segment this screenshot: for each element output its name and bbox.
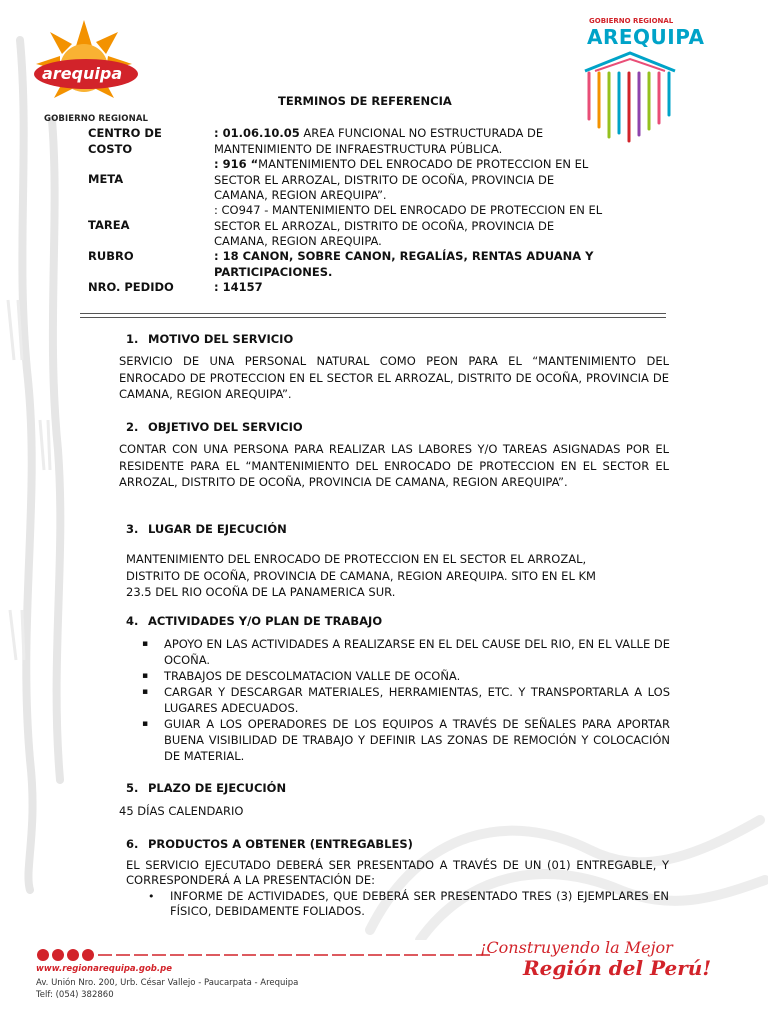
footer-website: www.regionarequipa.gob.pe — [36, 964, 172, 974]
section-2-number: 2. — [126, 420, 139, 434]
section-1-heading — [126, 332, 293, 346]
arequipa-logo — [14, 18, 154, 128]
centro-costo-text-line1: AREA FUNCIONAL NO ESTRUCTURADA DE — [299, 126, 544, 140]
section-4-heading — [126, 614, 382, 628]
list-item-text: CARGAR Y DESCARGAR MATERIALES, HERRAMIENTAS, ETC. Y TRANSPORTARLA A LOS LUGARES ADECUADOS. — [164, 685, 670, 715]
facebook-icon — [37, 949, 49, 961]
centro-costo-code: : 01.06.10.05 — [214, 126, 300, 140]
section-3-body-line2: DISTRITO DE OCOÑA, PROVINCIA DE CAMANA, REGION AREQUIPA. SITO EN EL KM — [126, 568, 596, 583]
list-item — [142, 668, 670, 684]
list-item-text: INFORME DE ACTIVIDADES, QUE DEBERÁ SER PRESENTADO TRES (3) EJEMPLARES EN FÍSICO, DEBIDAMENTE FOLIADOS. — [170, 889, 669, 918]
centro-costo-text-line2: MANTENIMIENTO DE INFRAESTRUCTURA PÚBLICA. — [214, 141, 503, 156]
meta-value — [214, 157, 640, 204]
rubro-text-line1: : 18 CANON, SOBRE CANON, REGALÍAS, RENTAS ADUANA Y — [214, 249, 594, 263]
logo-right-org-big: AREQUIPA — [587, 25, 705, 49]
footer-social-strip — [36, 948, 496, 962]
section-5-title: PLAZO DE EJECUCIÓN — [148, 781, 287, 795]
section-4-title: ACTIVIDADES Y/O PLAN DE TRABAJO — [148, 614, 383, 628]
twitter-icon — [52, 949, 64, 961]
section-3-body — [126, 551, 670, 601]
section-2-heading — [126, 420, 303, 434]
footer-phone: Telf: (054) 382860 — [36, 990, 114, 1000]
section-3-title: LUGAR DE EJECUCIÓN — [148, 522, 287, 536]
section-4-number: 4. — [126, 614, 139, 628]
sun-logo-icon — [14, 18, 154, 114]
list-item-text: APOYO EN LAS ACTIVIDADES A REALIZARSE EN EL DEL CAUSE DEL RIO, EN EL VALLE DE OCOÑA. — [164, 637, 670, 667]
section-6-body: EL SERVICIO EJECUTADO DEBERÁ SER PRESENTADO A TRAVÉS DE UN (01) ENTREGABLE, Y CORRESPONDERÁ A LA PRESENTACIÓN DE: — [126, 858, 669, 887]
document-title: TERMINOS DE REFERENCIA — [278, 94, 452, 108]
tarea-text-line2: SECTOR EL ARROZAL, DISTRITO DE OCOÑA, PROVINCIA DE — [214, 218, 555, 233]
footer-address: Av. Unión Nro. 200, Urb. César Vallejo - Paucarpata - Arequipa — [36, 978, 299, 988]
left-watermark-decoration — [0, 0, 90, 900]
square-bullet-icon: ▪ — [142, 671, 149, 681]
square-bullet-icon: ▪ — [142, 719, 149, 729]
section-6-heading — [126, 837, 413, 851]
list-item-text: GUIAR A LOS OPERADORES DE LOS EQUIPOS A TRAVÉS DE SEÑALES PARA APORTAR BUENA VISIBILIDAD DE TRABAJO Y DEFINIR LAS ZONAS DE REMOCIÓN Y COLOCACIÓN DE MATERIAL. — [164, 717, 670, 763]
rubro-text-line2: PARTICIPACIONES. — [214, 264, 333, 279]
section-3-number: 3. — [126, 522, 139, 536]
centro-costo-value — [214, 126, 640, 157]
header-divider-bottom — [80, 317, 666, 318]
logo-org-name: GOBIERNO REGIONAL — [44, 114, 149, 124]
round-bullet-icon: • — [148, 890, 155, 903]
section-6-number: 6. — [126, 837, 139, 851]
section-5-heading — [126, 781, 286, 795]
section-3-heading — [126, 522, 287, 536]
section-1-title: MOTIVO DEL SERVICIO — [148, 332, 294, 346]
rubro-label: RUBRO — [88, 249, 134, 263]
list-item-text: TRABAJOS DE DESCOLMATACION VALLE DE OCOÑA. — [164, 669, 461, 683]
centro-costo-label-line1: CENTRO DE — [88, 126, 162, 140]
list-item — [142, 636, 670, 668]
section-1-number: 1. — [126, 332, 139, 346]
square-bullet-icon: ▪ — [142, 639, 149, 649]
tarea-label: TAREA — [88, 218, 130, 232]
section-2-body: CONTAR CON UNA PERSONA PARA REALIZAR LAS LABORES Y/O TAREAS ASIGNADAS POR EL RESIDENTE PARA EL “MANTENIMIENTO DEL ENROCADO DE PROTECCION EN EL SECTOR EL ARROZAL, DISTRITO DE OCOÑA, PROVINCIA DE CAMANA, REGION AREQUIPA”. — [119, 442, 669, 489]
section-4-list — [142, 636, 670, 764]
instagram-icon — [82, 949, 94, 961]
section-5-number: 5. — [126, 781, 139, 795]
rubro-value — [214, 249, 640, 280]
centro-costo-label-line2: COSTO — [88, 141, 133, 156]
header-divider-top — [80, 313, 666, 314]
centro-costo-label — [88, 126, 208, 157]
tarea-value — [214, 203, 640, 250]
pedido-value: : 14157 — [214, 280, 263, 294]
footer-slogan-line1: ¡Construyendo la Mejor — [480, 938, 673, 957]
tarea-text-line3: CAMANA, REGION AREQUIPA. — [214, 234, 382, 248]
meta-code: : 916 “ — [214, 157, 259, 171]
youtube-icon — [67, 949, 79, 961]
section-3-body-line3: 23.5 DEL RIO OCOÑA DE LA PANAMERICA SUR. — [126, 585, 396, 599]
meta-text-line3: CAMANA, REGION AREQUIPA”. — [214, 188, 387, 202]
meta-text-line1: MANTENIMIENTO DEL ENROCADO DE PROTECCION EN EL — [258, 157, 589, 171]
pedido-label: NRO. PEDIDO — [88, 280, 174, 294]
section-1-body: SERVICIO DE UNA PERSONAL NATURAL COMO PEON PARA EL “MANTENIMIENTO DEL ENROCADO DE PROTECCION EN EL SECTOR EL ARROZAL, DISTRITO DE OCOÑA, PROVINCIA DE CAMANA, REGION AREQUIPA”. — [119, 354, 669, 401]
section-2-title: OBJETIVO DEL SERVICIO — [148, 420, 303, 434]
list-item — [142, 684, 670, 716]
section-6-list — [148, 889, 669, 919]
list-item — [148, 889, 669, 919]
section-6-title: PRODUCTOS A OBTENER (ENTREGABLES) — [148, 837, 413, 851]
logo-wordmark: arequipa — [42, 64, 123, 83]
footer-slogan-line2: Región del Perú! — [523, 956, 712, 980]
logo-right-org-small: GOBIERNO REGIONAL — [589, 17, 674, 25]
section-5-body: 45 DÍAS CALENDARIO — [119, 804, 244, 818]
list-item — [142, 716, 670, 764]
meta-text-line2: SECTOR EL ARROZAL, DISTRITO DE OCOÑA, PROVINCIA DE — [214, 172, 555, 187]
square-bullet-icon: ▪ — [142, 687, 149, 697]
section-3-body-line1: MANTENIMIENTO DEL ENROCADO DE PROTECCION EN EL SECTOR EL ARROZAL, — [126, 552, 587, 566]
meta-label: META — [88, 172, 124, 186]
tarea-text-line1: : CO947 - MANTENIMIENTO DEL ENROCADO DE PROTECCION EN EL — [214, 203, 603, 217]
